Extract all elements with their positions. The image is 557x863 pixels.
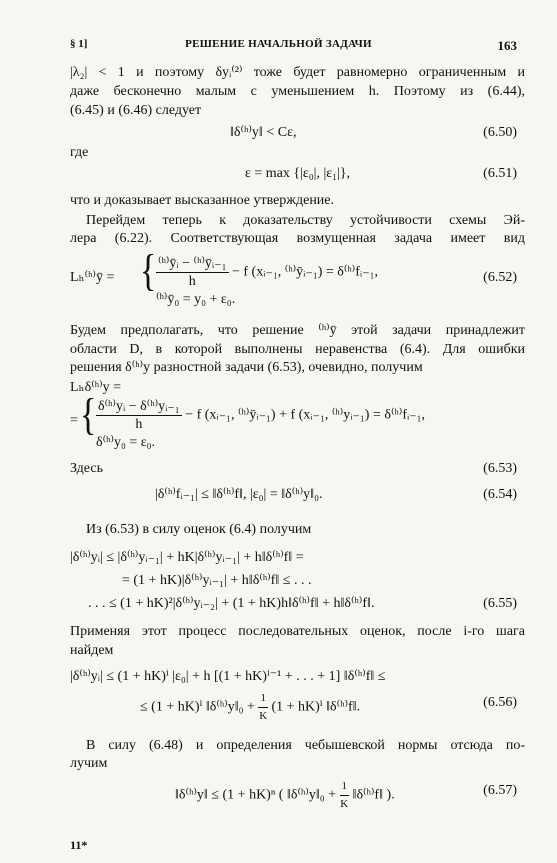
text-line: Здесь <box>70 461 103 476</box>
equation-number: (6.55) <box>483 596 517 611</box>
text-line: Из (6.53) в силу оценок (6.4) получим <box>86 522 312 537</box>
equation-6-53-row2: δ⁽ʰ⁾y₀ = ε₀. <box>96 435 156 450</box>
fraction <box>96 398 182 433</box>
section-marker: § 1] <box>70 38 88 50</box>
text-line: Перейдем теперь к доказательству устойчивости схемы Эй- <box>86 213 525 228</box>
equation-number: (6.57) <box>483 783 517 798</box>
signature-mark: 11* <box>70 838 88 852</box>
equation-6-56-line1: |δ⁽ʰ⁾yᵢ| ≤ (1 + hK)ⁱ |ε₀| + h [(1 + hK)ⁱ⁻¹ + . . . + 1] ‖δ⁽ʰ⁾f‖ ≤ <box>70 669 386 684</box>
page-number: 163 <box>497 38 517 53</box>
text-line: где <box>70 145 89 160</box>
fraction-numerator: 1 <box>258 690 268 708</box>
equation-6-53-lhs: Lₕδ⁽ʰ⁾y = <box>70 380 121 395</box>
equation-part: ≤ (1 + hK)ⁱ ‖δ⁽ʰ⁾y‖₀ + <box>140 699 255 715</box>
equation-6-57 <box>175 778 395 813</box>
equation-number: (6.54) <box>483 487 517 502</box>
running-title: РЕШЕНИЕ НАЧАЛЬНОЙ ЗАДАЧИ <box>185 38 372 50</box>
equation-number: (6.50) <box>483 125 517 140</box>
text-line: Применяя этот процесс последовательных оценок, после i-го шага <box>70 624 525 639</box>
fraction-denominator: h <box>188 274 196 289</box>
fraction-numerator: ⁽ʰ⁾ȳᵢ − ⁽ʰ⁾ȳᵢ₋₁ <box>158 256 227 271</box>
equation-number: (6.51) <box>483 166 517 181</box>
text-line: Будем предполагать, что решение ⁽ʰ⁾ȳ этой задачи принадлежит <box>70 323 525 338</box>
text-line: лера (6.22). Соответствующая возмущенная задача имеет вид <box>70 231 525 246</box>
text-line: решения δ⁽ʰ⁾y разностной задачи (6.53), очевидно, получим <box>70 360 423 375</box>
equation-number: (6.56) <box>483 695 517 710</box>
system-brace: { <box>140 247 157 296</box>
fraction-denominator: K <box>340 798 349 810</box>
equation-6-52-row1 <box>156 255 378 290</box>
equation-part: − f (xᵢ₋₁, ⁽ʰ⁾ȳᵢ₋₁) = δ⁽ʰ⁾fᵢ₋₁, <box>232 264 378 280</box>
equation-6-55-line1: |δ⁽ʰ⁾yᵢ| ≤ |δ⁽ʰ⁾yᵢ₋₁| + hK|δ⁽ʰ⁾yᵢ₋₁| + h‖δ⁽ʰ⁾f‖ = <box>70 550 304 565</box>
text-line: даже бесконечно малым с уменьшением h. Поэтому из (6.44), <box>70 84 525 99</box>
equation-6-56-line2 <box>140 690 360 725</box>
equation-6-52-lhs: Lₕ⁽ʰ⁾ȳ = <box>70 270 115 285</box>
equation-part: (1 + hK)ⁱ ‖δ⁽ʰ⁾f‖. <box>271 699 361 715</box>
equation-6-52-row2: ⁽ʰ⁾ȳ₀ = y₀ + ε₀. <box>156 292 236 307</box>
equation-number: (6.52) <box>483 270 517 285</box>
fraction <box>258 690 268 725</box>
equation-6-55-line2: = (1 + hK)|δ⁽ʰ⁾yᵢ₋₁| + h‖δ⁽ʰ⁾f‖ ≤ . . . <box>122 573 312 588</box>
text-line: лучим <box>70 756 108 771</box>
text-line: В силу (6.48) и определения чебышевской нормы отсюда по- <box>86 738 525 753</box>
fraction <box>340 778 350 813</box>
equation-part: ‖δ⁽ʰ⁾y‖ ≤ (1 + hK)ⁿ ( ‖δ⁽ʰ⁾y‖₀ + <box>175 787 337 803</box>
text-line: найдем <box>70 643 114 658</box>
equation-6-50: ‖δ⁽ʰ⁾y‖ < Cε, <box>230 125 297 140</box>
equation-6-53-row1 <box>96 398 425 433</box>
text-line: (6.45) и (6.46) следует <box>70 103 202 118</box>
equation-6-54: |δ⁽ʰ⁾fᵢ₋₁| ≤ ‖δ⁽ʰ⁾f‖, |ε₀| = ‖δ⁽ʰ⁾y‖₀. <box>155 487 323 502</box>
fraction <box>156 255 229 290</box>
equation-6-51: ε = max {|ε₀|, |ε₁|}, <box>245 166 351 181</box>
text-line: |λ₂| < 1 и поэтому δyᵢ⁽²⁾ тоже будет равномерно ограниченным и <box>70 65 525 80</box>
equation-part: − f (xᵢ₋₁, ⁽ʰ⁾ȳᵢ₋₁) + f (xᵢ₋₁, ⁽ʰ⁾yᵢ₋₁) = δ⁽ʰ⁾fᵢ₋₁, <box>185 407 426 423</box>
text-line: что и доказывает высказанное утверждение. <box>70 193 335 208</box>
equation-part: ‖δ⁽ʰ⁾f‖ ). <box>352 787 395 803</box>
equation-6-53-eq: = <box>70 413 78 428</box>
fraction-numerator: δ⁽ʰ⁾yᵢ − δ⁽ʰ⁾yᵢ₋₁ <box>98 399 180 414</box>
fraction-denominator: h <box>135 417 143 432</box>
fraction-numerator: 1 <box>340 778 350 796</box>
equation-number: (6.53) <box>483 461 517 476</box>
system-brace: { <box>80 391 97 440</box>
text-line: области D, в которой выполнены неравенства (6.4). Для ошибки <box>70 342 525 357</box>
fraction-denominator: K <box>259 710 268 722</box>
equation-6-55-line3: . . . ≤ (1 + hK)²|δ⁽ʰ⁾yᵢ₋₂| + (1 + hK)h‖δ⁽ʰ⁾f‖ + h‖δ⁽ʰ⁾f‖. <box>88 596 375 611</box>
